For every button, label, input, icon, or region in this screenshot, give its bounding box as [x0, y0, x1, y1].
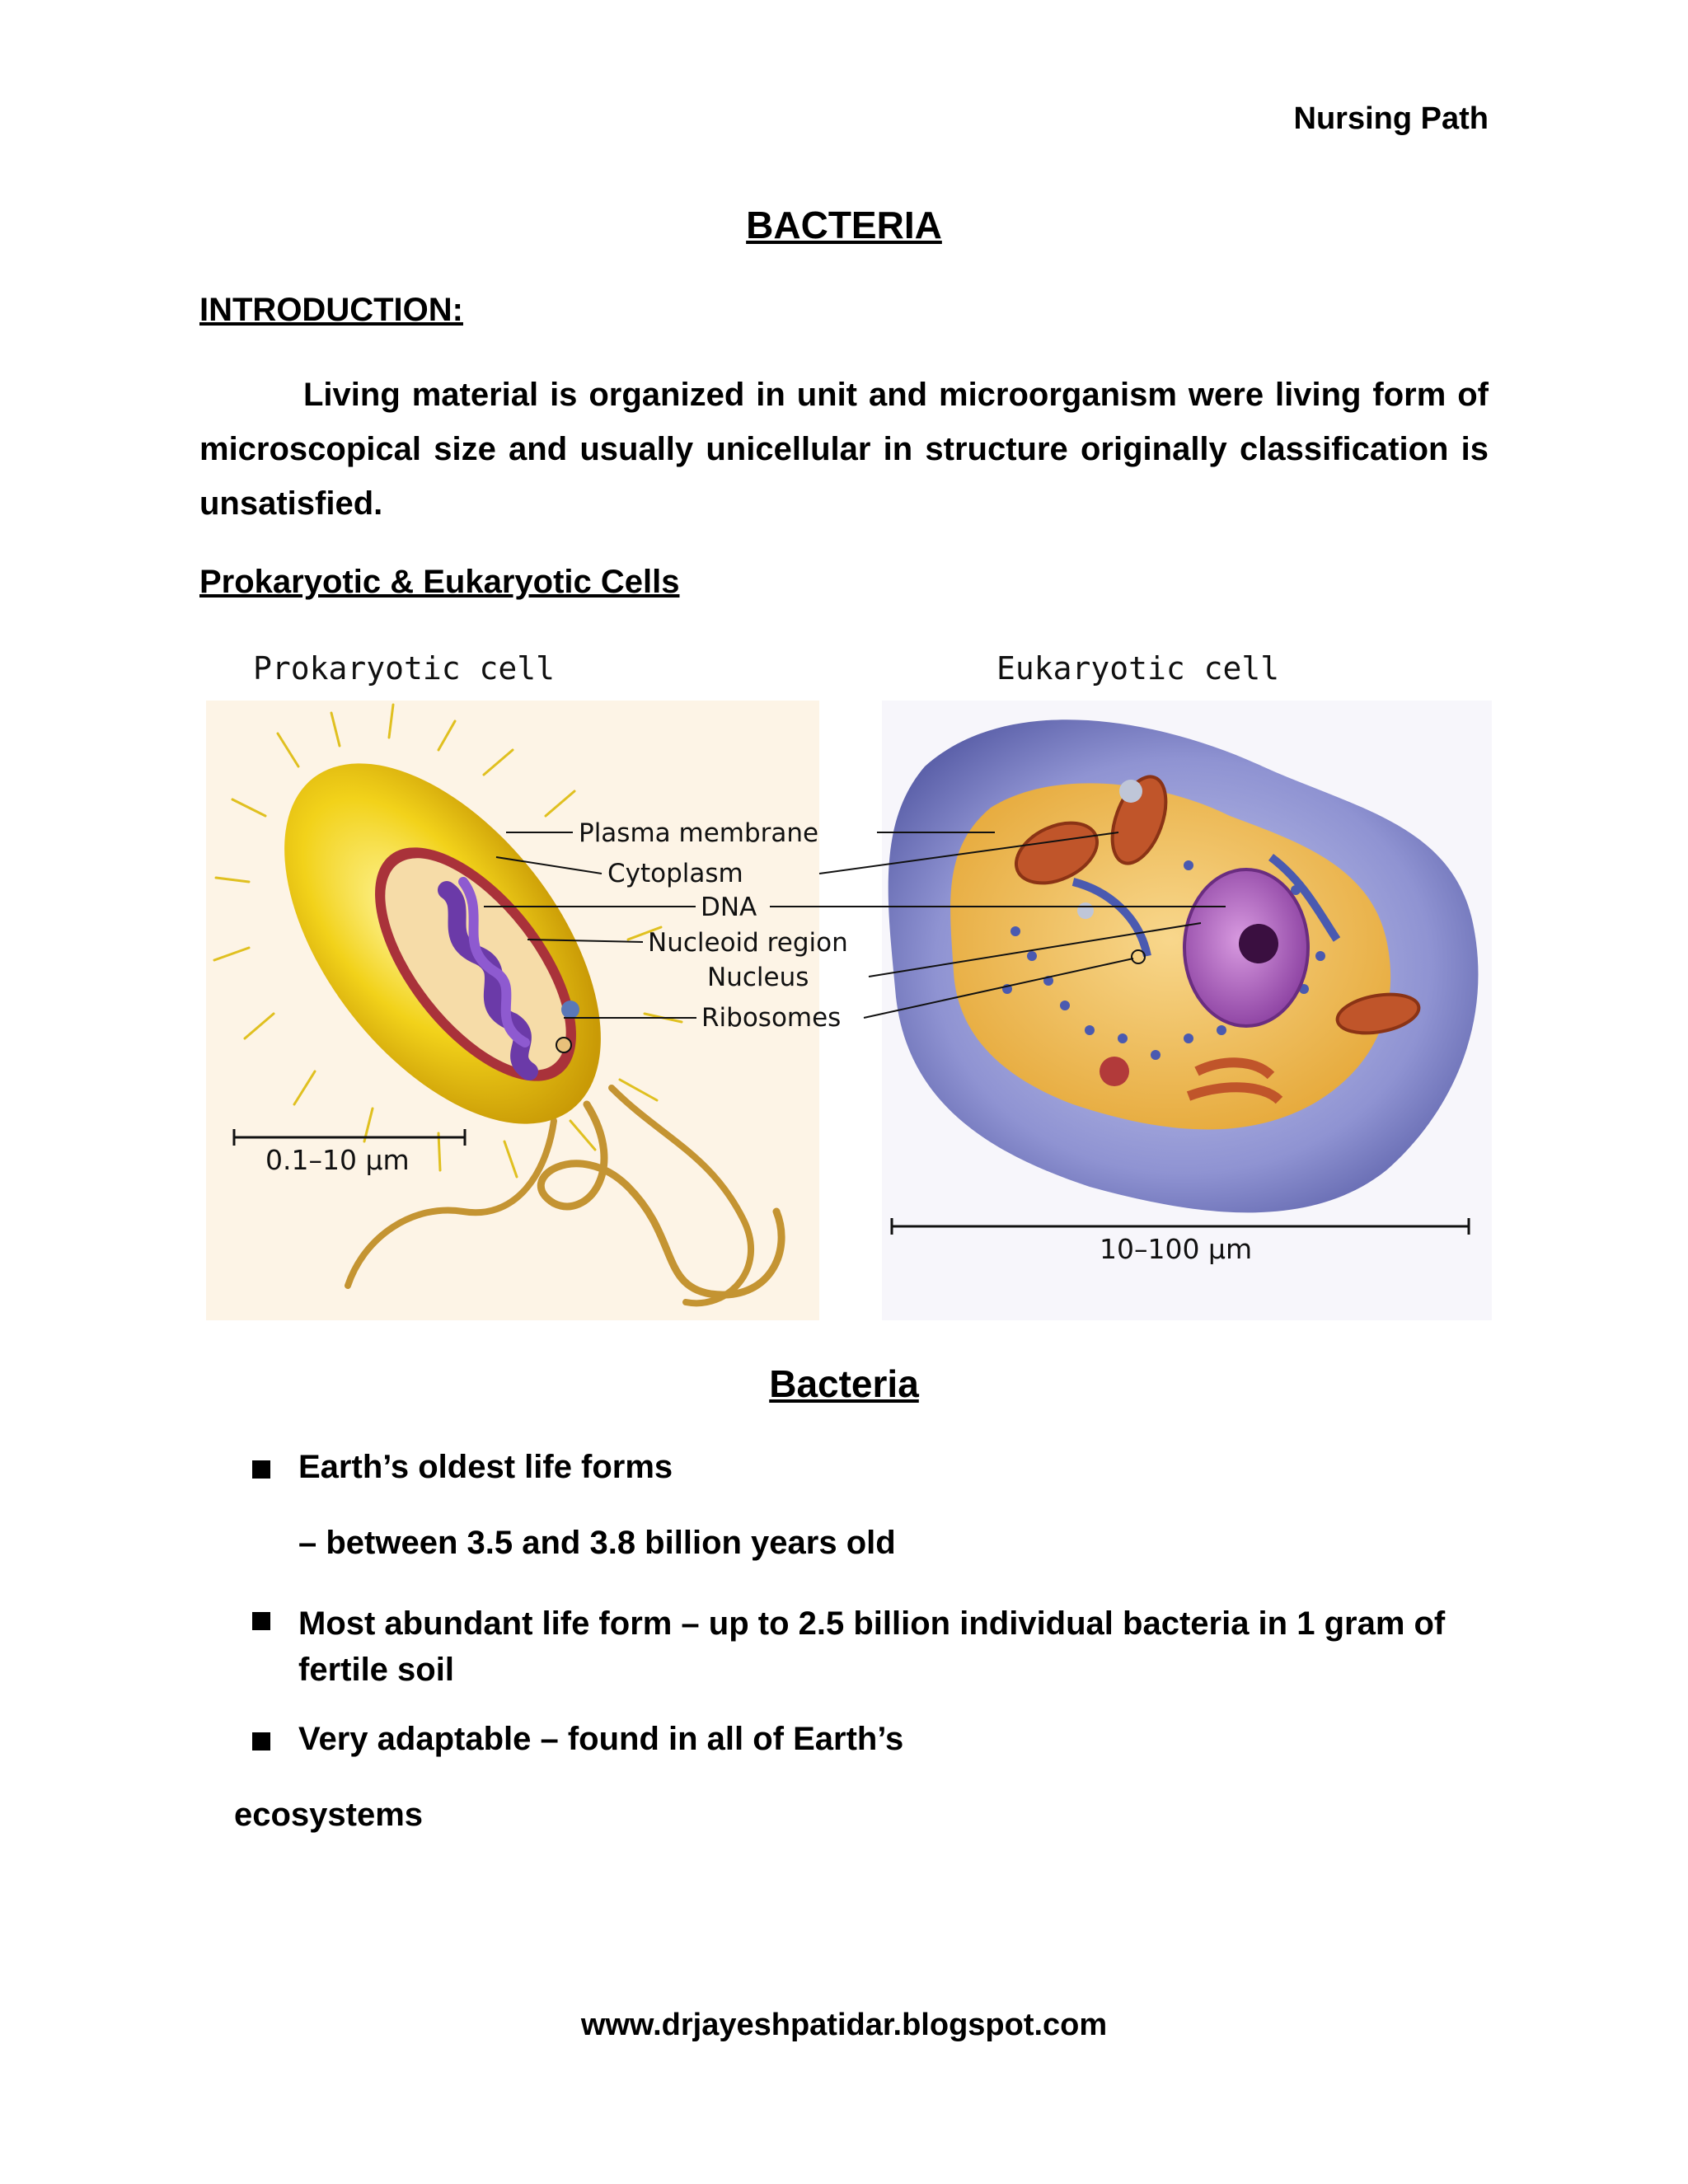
page-title: BACTERIA — [746, 204, 942, 246]
bullet-text: Most abundant life form – up to 2.5 billion individual bacteria in 1 gram of fertile soil — [298, 1605, 1446, 1688]
label-cytoplasm: Cytoplasm — [607, 859, 743, 888]
bullet-text: Very adaptable – found in all of Earth’s — [298, 1721, 904, 1757]
eukaryotic-scale-label: 10–100 μm — [1100, 1233, 1253, 1265]
footer-url: www.drjayeshpatidar.blogspot.com — [580, 2008, 1108, 2042]
bullet-continuation: ecosystems — [234, 1797, 424, 1833]
eukaryotic-cell-title: Eukaryotic cell — [996, 650, 1280, 687]
header-nursing-path: Nursing Path — [1293, 101, 1489, 136]
label-dna: DNA — [701, 893, 757, 922]
prokaryotic-cell-title: Prokaryotic cell — [253, 650, 556, 687]
label-plasma-membrane: Plasma membrane — [579, 818, 819, 848]
cells-section-heading: Prokaryotic & Eukaryotic Cells — [199, 564, 680, 600]
introduction-heading: INTRODUCTION: — [199, 292, 463, 328]
cell-comparison-diagram — [199, 643, 1497, 1320]
square-bullet-icon — [252, 1732, 270, 1750]
bacteria-section-heading: Bacteria — [769, 1362, 919, 1405]
bullet-text: Earth’s oldest life forms — [298, 1449, 673, 1485]
label-nucleoid-region: Nucleoid region — [648, 928, 848, 958]
label-ribosomes: Ribosomes — [701, 1003, 842, 1033]
prokaryotic-scale-label: 0.1–10 μm — [265, 1144, 410, 1176]
label-nucleus: Nucleus — [707, 963, 809, 992]
bullet-subtext: – between 3.5 and 3.8 billion years old — [298, 1525, 896, 1561]
introduction-paragraph: Living material is organized in unit and microorganism were living form of microscopical size and usually unicellular in structure originally classification is unsatisfied. — [199, 377, 1489, 522]
square-bullet-icon — [252, 1612, 270, 1630]
square-bullet-icon — [252, 1460, 270, 1479]
